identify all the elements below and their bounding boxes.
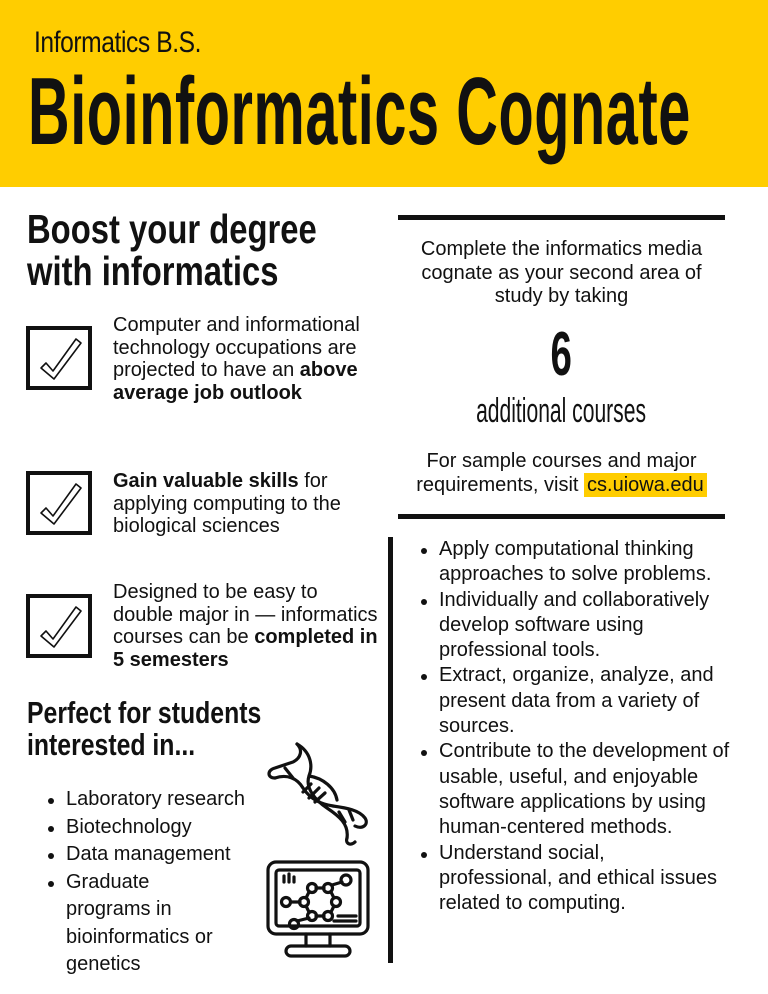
benefit-emphasis: completed in 5 semesters <box>113 626 378 671</box>
check-mark-icon <box>36 479 86 529</box>
outcome-item: Contribute to the development of usable, useful, and enjoyable software applications by using human-centered methods. <box>418 739 740 840</box>
course-count-label-text: additional courses <box>476 392 647 430</box>
outcome-item: Apply computational thinking approaches to solve problems. <box>418 537 718 588</box>
outcome-item: Extract, organize, analyze, and present data from a variety of sources. <box>418 663 738 739</box>
check-mark-icon <box>36 602 86 652</box>
interests-heading-text: Perfect for students interested in... <box>27 695 262 762</box>
outcome-item: Understand social, professional, and ethical issues related to computing. <box>418 841 718 917</box>
page-title: Bioinformatics Cognate <box>28 58 691 165</box>
course-count-value: 6 <box>550 320 573 389</box>
visit-info <box>398 450 725 497</box>
benefit-emphasis: above average job outlook <box>113 359 358 404</box>
bottom-divider <box>398 514 725 519</box>
cognate-intro: Complete the informatics media cognate as your second area of study by taking <box>420 238 703 307</box>
interest-item: Data management <box>45 841 245 869</box>
top-divider <box>398 215 725 220</box>
learning-outcomes-list <box>418 537 753 916</box>
benefit-job-outlook <box>113 314 378 404</box>
website-link[interactable]: cs.uiowa.edu <box>584 473 707 497</box>
benefit-text: for applying computing to the biological sciences <box>113 470 341 537</box>
boost-heading <box>27 208 347 292</box>
check-mark-icon <box>36 334 86 384</box>
benefit-text: Computer and informational technology occupations are projected to have an <box>113 314 360 381</box>
computer-molecule-icon <box>264 858 372 962</box>
dna-icon <box>263 738 373 848</box>
benefit-double-major <box>113 581 378 671</box>
course-count-label <box>398 392 725 430</box>
interest-item: Laboratory research <box>45 786 245 814</box>
interest-item: Biotechnology <box>45 814 245 842</box>
vertical-accent-bar <box>388 537 393 963</box>
program-subtitle: Informatics B.S. <box>34 26 202 59</box>
benefit-text: Designed to be easy to double major in — informatics courses can be <box>113 581 378 648</box>
outcome-item: Individually and collaboratively develop software using professional tools. <box>418 588 748 664</box>
checkbox-check-icon <box>26 326 92 390</box>
interest-item <box>45 869 235 979</box>
benefit-emphasis: Gain valuable skills <box>113 470 299 492</box>
boost-heading-text: Boost your degree with informatics <box>27 206 317 294</box>
course-count <box>398 320 725 389</box>
visit-text: For sample courses and major requirements, visit <box>416 450 697 496</box>
checkbox-check-icon <box>26 594 92 658</box>
checkbox-check-icon <box>26 471 92 535</box>
interest-item-text: Graduate programs in bioinformatics or genetics <box>66 870 213 975</box>
benefit-skills <box>113 470 378 538</box>
interests-list <box>45 786 245 979</box>
interests-heading <box>27 697 291 761</box>
header-banner <box>0 0 768 187</box>
